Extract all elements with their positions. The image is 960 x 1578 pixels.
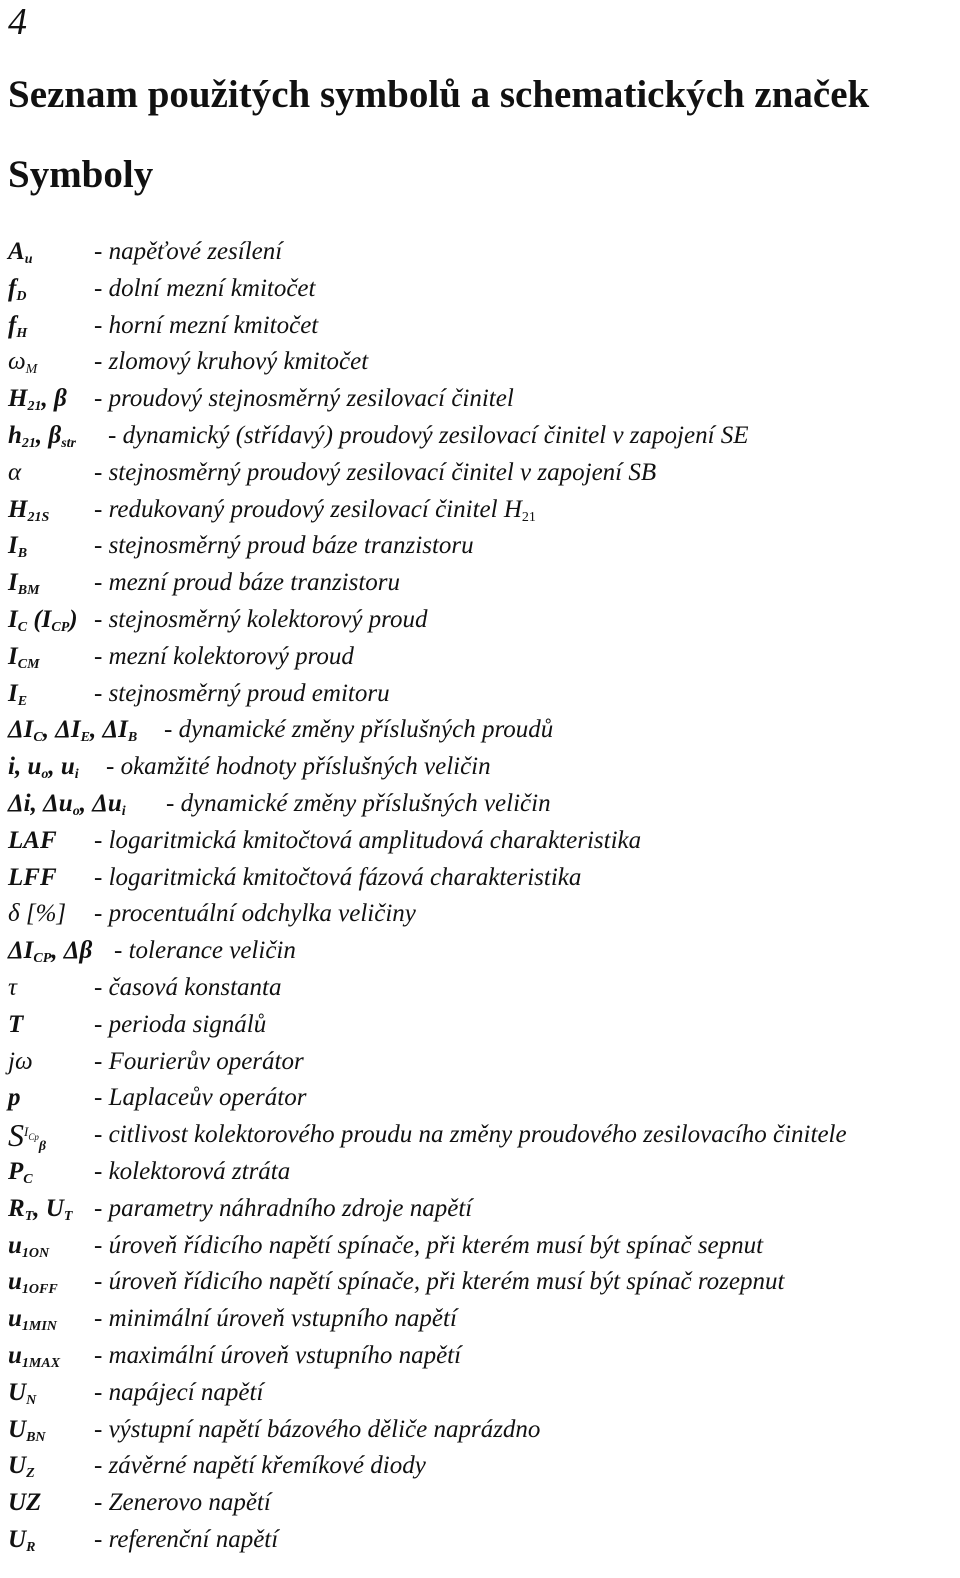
symbol-subscript: T: [63, 1208, 73, 1224]
symbol-row: [8, 1448, 948, 1485]
symbol-row: [8, 933, 948, 970]
symbol-description: - maximální úroveň vstupního napětí: [94, 1341, 462, 1369]
symbol-subscript: C: [17, 619, 28, 635]
symbol-main: δ [%]: [8, 900, 67, 928]
symbol-main: UZ: [8, 1489, 42, 1517]
symbol-row: [8, 1007, 948, 1044]
symbol-row: [8, 381, 948, 418]
symbol-notation: [8, 823, 57, 860]
symbol-subscript: 1MIN: [21, 1319, 57, 1335]
symbol-notation: [8, 1191, 72, 1228]
symbol-notation: [8, 1485, 41, 1522]
symbol-description: - redukovaný proudový zesilovací činitel $H_{21}$: [94, 495, 536, 525]
symbol-notation: [8, 1338, 60, 1375]
symbol-notation: [8, 455, 21, 492]
symbol-description: - minimální úroveň vstupního napětí: [94, 1305, 457, 1333]
symbol-description: - Laplaceův operátor: [94, 1084, 307, 1112]
symbol-main: P: [8, 1157, 24, 1185]
symbol-main: U: [8, 1525, 27, 1553]
symbol-subscript: Z: [26, 1466, 35, 1482]
symbol-notation: [8, 970, 17, 1007]
symbol-part: , Δu: [79, 789, 122, 817]
symbol-row: [8, 676, 948, 713]
symbol-notation: [8, 234, 32, 271]
symbol-description: - citlivost kolektorového proudu na změny proudového zesilovacího činitele: [94, 1121, 847, 1149]
symbol-description: - stejnosměrný proud emitoru: [94, 679, 390, 707]
symbol-notation: [8, 639, 40, 676]
symbol-description: - závěrné napětí křemíkové diody: [94, 1452, 426, 1480]
symbol-row: [8, 1375, 948, 1412]
symbol-row: [8, 1154, 948, 1191]
symbol-main: LFF: [8, 863, 57, 891]
symbol-subscript: E: [17, 693, 28, 709]
symbol-main: ω: [8, 348, 26, 376]
symbol-row: [8, 749, 948, 786]
symbol-row: [8, 1228, 948, 1265]
symbol-part: , u: [48, 753, 75, 781]
symbol-notation: [8, 712, 137, 749]
section-title: Symboly: [8, 153, 154, 196]
symbol-description: - dynamické změny příslušných veličin: [166, 789, 551, 817]
symbol-description: - okamžité hodnoty příslušných veličin: [106, 753, 491, 781]
symbol-subscript: N: [26, 1392, 37, 1408]
symbol-main: ΔI: [8, 937, 34, 965]
symbol-notation: [8, 308, 27, 345]
symbol-description: - stejnosměrný kolektorový proud: [94, 605, 428, 633]
symbol-description: - dolní mezní kmitočet: [94, 274, 316, 302]
symbol-row: [8, 492, 948, 529]
symbol-notation: [8, 1117, 46, 1158]
symbol-subscript: o: [72, 803, 80, 819]
symbol-row: [8, 1485, 948, 1522]
symbol-description: - napěťové zesílení: [94, 238, 283, 265]
symbol-notation: [8, 271, 26, 308]
symbol-notation: [8, 344, 37, 381]
symbol-description: - tolerance veličin: [114, 937, 296, 965]
symbol-description: - horní mezní kmitočet: [94, 311, 319, 339]
symbol-main: LAF: [8, 826, 57, 854]
symbol-subscript: 1ON: [21, 1245, 50, 1261]
symbol-description: - parametry náhradního zdroje napětí: [94, 1194, 473, 1222]
symbol-main: I: [8, 642, 18, 670]
symbol-subscript: R: [26, 1539, 36, 1555]
symbol-description: - napájecí napětí: [94, 1378, 264, 1406]
symbol-row: [8, 823, 948, 860]
symbol-notation: [8, 1154, 33, 1191]
symbol-main: I: [8, 532, 18, 560]
symbol-subscript: str: [61, 435, 77, 451]
symbol-subscript: T: [24, 1208, 34, 1224]
symbol-main: τ: [8, 973, 17, 1001]
symbol-description: - kolektorová ztráta: [94, 1157, 291, 1185]
symbol-row: [8, 639, 948, 676]
symbol-subscript: 21S: [27, 509, 50, 525]
symbol-main: U: [8, 1452, 27, 1480]
symbol-main: α: [8, 458, 22, 486]
symbol-notation: [8, 418, 76, 455]
symbol-subscript: u: [24, 252, 33, 267]
symbol-row: [8, 1044, 948, 1081]
symbol-subscript: 1MAX: [21, 1355, 61, 1371]
symbol-row: [8, 1301, 948, 1338]
symbol-main: Δi, Δu: [8, 789, 73, 817]
symbol-subscript: D: [16, 288, 27, 304]
symbol-notation: [8, 528, 27, 565]
symbol-main: f: [8, 311, 17, 339]
symbol-main: p: [8, 1084, 21, 1112]
symbol-notation: [8, 1412, 46, 1449]
symbol-row: [8, 896, 948, 933]
symbol-main: f: [8, 274, 17, 302]
symbol-row: [8, 1080, 948, 1117]
symbol-description: - mezní proud báze tranzistoru: [94, 569, 401, 597]
symbol-main: i, u: [8, 753, 42, 781]
symbol-subscript: CP: [51, 619, 70, 635]
symbol-subscript: M: [25, 362, 38, 378]
symbol-row: [8, 455, 948, 492]
symbol-part: , U: [33, 1194, 64, 1222]
symbol-main: T: [8, 1010, 24, 1038]
symbol-main: ΔI: [8, 716, 34, 744]
symbol-description: - výstupní napětí bázového děliče naprázdno: [94, 1415, 541, 1443]
symbol-subscript: C: [23, 1171, 33, 1187]
symbol-part: (I: [27, 605, 52, 633]
symbol-notation: [8, 381, 67, 418]
symbol-part: ): [69, 605, 78, 633]
symbol-row: [8, 1338, 948, 1375]
symbol-main: h: [8, 421, 22, 449]
symbol-notation: [8, 565, 40, 602]
page-number: 4: [8, 1, 27, 43]
symbol-main: u: [8, 1305, 22, 1333]
description-subscript: 21: [521, 509, 536, 525]
symbol-notation: [8, 602, 78, 639]
symbol-main: H: [8, 385, 28, 413]
symbol-main: jω: [8, 1047, 33, 1075]
symbol-main: u: [8, 1341, 22, 1369]
symbol-description: - logaritmická kmitočtová fázová charakteristika: [94, 863, 582, 891]
symbol-main: I: [8, 679, 18, 707]
symbol-row: [8, 344, 948, 381]
symbol-subscript: C: [33, 730, 43, 746]
symbol-main: U: [8, 1378, 27, 1406]
symbol-row: [8, 1117, 948, 1154]
symbol-notation: [8, 933, 92, 970]
symbol-notation: [8, 860, 57, 897]
symbol-superscript-sub: Cp: [28, 1132, 39, 1143]
symbol-part: , ΔI: [90, 716, 128, 744]
symbol-notation: [8, 1375, 36, 1412]
symbol-row: [8, 970, 948, 1007]
symbol-row: [8, 565, 948, 602]
symbol-main: U: [8, 1415, 27, 1443]
symbol-description: - perioda signálů: [94, 1010, 267, 1038]
symbol-description: - časová konstanta: [94, 973, 282, 1001]
symbol-row: [8, 786, 948, 823]
symbol-notation: [8, 1522, 35, 1559]
symbol-notation: [8, 1264, 58, 1301]
symbol-description: - proudový stejnosměrný zesilovací činitel: [94, 385, 514, 413]
symbol-description: - procentuální odchylka veličiny: [94, 900, 416, 928]
symbol-row: [8, 712, 948, 749]
symbol-description: - zlomový kruhový kmitočet: [94, 348, 369, 376]
symbol-list: [8, 234, 948, 1559]
symbol-part: , β: [41, 385, 67, 413]
symbol-row: [8, 418, 948, 455]
symbol-part: , ΔI: [42, 716, 81, 744]
symbol-main: H: [8, 495, 28, 523]
symbol-description: - stejnosměrný proudový zesilovací činitel v zapojení SB: [94, 458, 657, 486]
symbol-description: - dynamický (střídavý) proudový zesilovací činitel v zapojení SE: [108, 421, 749, 449]
symbol-row: [8, 308, 948, 345]
symbol-description: - úroveň řídicího napětí spínače, při kterém musí být spínač sepnut: [94, 1231, 764, 1259]
symbol-notation: [8, 1080, 21, 1117]
symbol-subscript: BM: [17, 583, 40, 599]
symbol-notation: [8, 786, 126, 823]
symbol-main: u: [8, 1268, 22, 1296]
symbol-main: S: [8, 1117, 24, 1154]
symbol-part: , Δβ: [51, 937, 93, 965]
symbol-subscript: E: [80, 730, 90, 746]
symbol-main: I: [8, 569, 18, 597]
symbol-notation: [8, 1007, 23, 1044]
symbol-subscript: β: [38, 1139, 47, 1155]
symbol-subscript: B: [17, 546, 28, 562]
symbol-subscript: CP: [33, 951, 52, 967]
chapter-title: Seznam použitých symbolů a schematických značek: [8, 73, 870, 116]
symbol-superscript: ICp: [24, 1124, 39, 1143]
symbol-row: [8, 234, 948, 271]
symbol-description: - stejnosměrný proud báze tranzistoru: [94, 532, 474, 560]
symbol-subscript: 21: [27, 399, 42, 415]
symbol-notation: [8, 1228, 49, 1265]
symbol-row: [8, 528, 948, 565]
symbol-description: - referenční napětí: [94, 1525, 279, 1553]
symbol-notation: [8, 1448, 35, 1485]
symbol-main: I: [8, 605, 18, 633]
symbol-notation: [8, 676, 27, 713]
symbol-subscript: i: [121, 803, 126, 819]
symbol-subscript: i: [74, 767, 79, 783]
symbol-subscript: 21: [21, 435, 36, 451]
symbol-row: [8, 1412, 948, 1449]
symbol-row: [8, 1191, 948, 1228]
symbol-row: [8, 602, 948, 639]
symbol-row: [8, 1264, 948, 1301]
symbol-notation: [8, 749, 79, 786]
symbol-notation: [8, 1044, 33, 1081]
symbol-description: - Fourierův operátor: [94, 1047, 304, 1075]
symbol-description: - dynamické změny příslušných proudů: [164, 716, 554, 744]
symbol-main: A: [8, 238, 25, 265]
symbol-row: [8, 860, 948, 897]
symbol-subscript: 1OFF: [21, 1282, 58, 1298]
symbol-main: R: [8, 1194, 25, 1222]
symbol-subscript: CM: [17, 656, 40, 672]
symbol-description: - logaritmická kmitočtová amplitudová charakteristika: [94, 826, 642, 854]
symbol-part: , β: [35, 421, 62, 449]
symbol-main: u: [8, 1231, 22, 1259]
symbol-subscript: o: [41, 767, 49, 783]
symbol-subscript: B: [127, 730, 138, 746]
symbol-notation: [8, 896, 66, 933]
symbol-subscript: BN: [26, 1429, 46, 1445]
symbol-row: [8, 1522, 948, 1559]
symbol-description: - Zenerovo napětí: [94, 1489, 271, 1517]
symbol-notation: [8, 492, 49, 529]
symbol-notation: [8, 1301, 57, 1338]
symbol-description: - úroveň řídicího napětí spínače, při kterém musí být spínač rozepnut: [94, 1268, 785, 1296]
symbol-description: - mezní kolektorový proud: [94, 642, 354, 670]
symbol-row: [8, 271, 948, 308]
symbol-subscript: H: [16, 325, 28, 341]
